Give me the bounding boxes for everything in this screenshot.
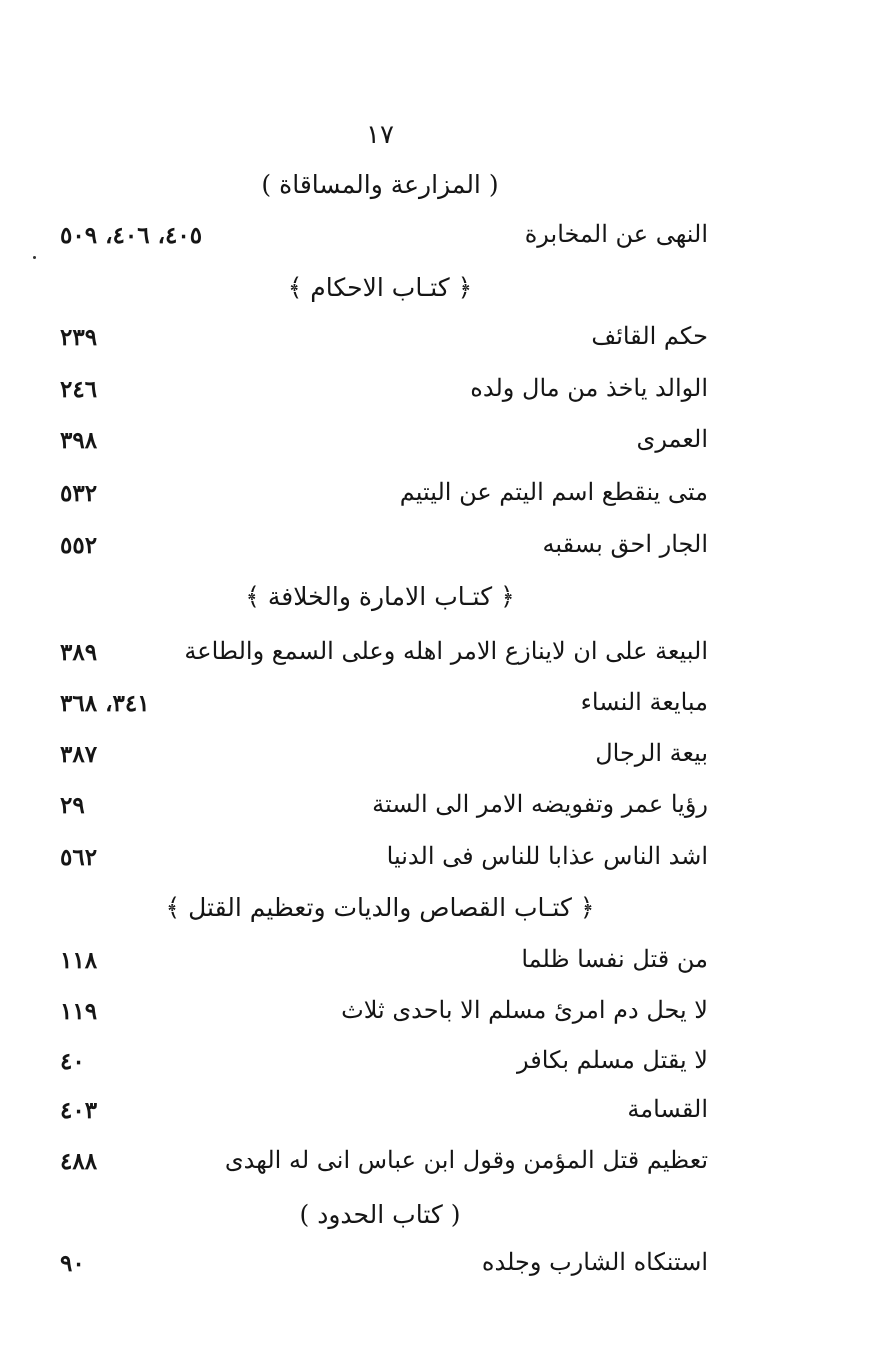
entry-pages: ٢٤٦ <box>60 376 98 403</box>
entry-pages: ٣٤١، ٣٦٨ <box>60 690 150 717</box>
entry-title: متى ينقطع اسم اليتم عن اليتيم <box>399 478 708 506</box>
index-entry <box>60 1248 708 1288</box>
index-entry <box>60 220 708 260</box>
entry-pages: ٩٠ <box>60 1250 85 1277</box>
ink-dot <box>33 256 36 259</box>
index-entry <box>60 425 708 465</box>
entry-pages: ١١٨ <box>60 947 98 974</box>
entry-title: رؤيا عمر وتفويضه الامر الى الستة <box>372 790 708 818</box>
index-entry <box>60 945 708 985</box>
entry-pages: ٥٣٢ <box>60 480 98 507</box>
page-number: ١٧ <box>366 120 394 150</box>
section-heading-qisas: ﴿ كتـاب القصاص والديات وتعظيم القتل ﴾ <box>165 893 595 922</box>
section-heading-muzaraa: ( المزارعة والمساقاة ) <box>261 170 499 199</box>
index-entry <box>60 1095 708 1135</box>
index-entry <box>60 1046 708 1086</box>
entry-pages: ٣٨٩ <box>60 639 98 666</box>
entry-pages: ٢٣٩ <box>60 324 98 351</box>
entry-title: الوالد ياخذ من مال ولده <box>470 374 708 402</box>
entry-pages: ٥٥٢ <box>60 532 98 559</box>
entry-pages: ٢٩ <box>60 792 85 819</box>
entry-title: تعظيم قتل المؤمن وقول ابن عباس انى له الهدى <box>224 1146 708 1174</box>
entry-pages: ٥٦٢ <box>60 844 98 871</box>
index-entry <box>60 374 708 414</box>
entry-title: مبايعة النساء <box>580 688 708 716</box>
entry-title: النهى عن المخابرة <box>524 220 708 248</box>
entry-title: البيعة على ان لاينازع الامر اهله وعلى السمع والطاعة <box>184 637 708 665</box>
section-heading-ahkam: ﴿ كتـاب الاحكام ﴾ <box>287 273 473 302</box>
index-entry <box>60 478 708 518</box>
entry-title: العمرى <box>636 425 708 453</box>
entry-pages: ٤٠ <box>60 1048 85 1075</box>
entry-pages: ٣٨٧ <box>60 741 98 768</box>
entry-title: القسامة <box>627 1095 708 1123</box>
entry-pages: ١١٩ <box>60 998 98 1025</box>
entry-title: استنكاه الشارب وجلده <box>481 1248 708 1276</box>
index-entry <box>60 530 708 570</box>
index-entry <box>60 790 708 830</box>
index-entry <box>60 739 708 779</box>
entry-title: من قتل نفسا ظلما <box>521 945 708 973</box>
index-entry <box>60 688 708 728</box>
index-entry <box>60 842 708 882</box>
index-entry <box>60 322 708 362</box>
entry-title: الجار احق بسقبه <box>542 530 708 558</box>
entry-title: لا يقتل مسلم بكافر <box>517 1046 708 1074</box>
section-heading-imara: ﴿ كتـاب الامارة والخلافة ﴾ <box>245 582 515 611</box>
entry-title: اشد الناس عذابا للناس فى الدنيا <box>386 842 708 870</box>
index-entry <box>60 1146 708 1186</box>
index-entry <box>60 996 708 1036</box>
entry-title: حكم القائف <box>591 322 708 350</box>
index-entry <box>60 637 708 677</box>
section-heading-hudud: ( كتاب الحدود ) <box>299 1200 461 1229</box>
entry-pages: ٤٨٨ <box>60 1148 98 1175</box>
entry-title: لا يحل دم امرئ مسلم الا باحدى ثلاث <box>341 996 708 1024</box>
entry-pages: ٣٩٨ <box>60 427 98 454</box>
entry-pages: ٤٠٣ <box>60 1097 98 1124</box>
entry-title: بيعة الرجال <box>595 739 708 767</box>
entry-pages: ٤٠٥، ٤٠٦، ٥٠٩ <box>60 222 203 249</box>
